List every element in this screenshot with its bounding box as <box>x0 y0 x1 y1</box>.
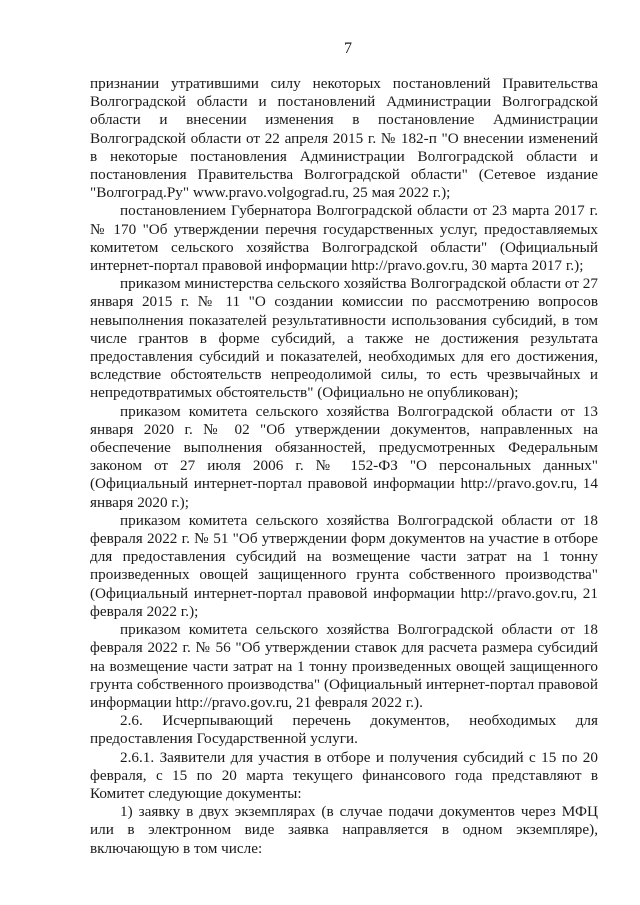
paragraph: постановлением Губернатора Волгоградской области от 23 марта 2017 г. № 170 "Об утверждении перечня государственных услуг, предоставляемых комитетом сельского хозяйства Волгоградской области" (Официальный интернет-портал правовой информации http://pravo.gov.ru, 30 марта 2017 г.); <box>90 202 598 275</box>
paragraph: признании утратившими силу некоторых постановлений Правительства Волгоградской области и постановлений Администрации Волгоградской области и внесении изменения в постановление Администрации Волгоградской области от 22 апреля 2015 г. № 182-п "О внесении изменений в некоторые постановления Администрации Волгоградской области и постановления Правительства Волгоградской области" (Сетевое издание "Волгоград.Ру" www.pravo.volgograd.ru, 25 мая 2022 г.); <box>90 75 598 202</box>
paragraph: 1) заявку в двух экземплярах (в случае подачи документов через МФЦ или в электронном виде заявка направляется в одном экземпляре), включающую в том числе: <box>90 803 598 857</box>
paragraph: приказом комитета сельского хозяйства Волгоградской области от 13 января 2020 г. № 02 "Об утверждении документов, направленных на обеспечение выполнения обязанностей, предусмотренных Федеральным законом от 27 июля 2006 г. № 152-ФЗ "О персональных данных" (Официальный интернет-портал правовой информации http://pravo.gov.ru, 14 января 2020 г.); <box>90 402 598 511</box>
paragraph: приказом министерства сельского хозяйства Волгоградской области от 27 января 2015 г. № 11 "О создании комиссии по рассмотрению вопросов невыполнения показателей результативности использования субсидий, в том числе грантов в форме субсидий, а также не достижения результата предоставления субсидий и показателей, необходимых для его достижения, вследствие обстоятельств непреодолимой силы, то есть чрезвычайных и непредотвратимых обстоятельств" (Официально не опубликован); <box>90 275 598 402</box>
page-number: 7 <box>344 40 352 57</box>
paragraph: приказом комитета сельского хозяйства Волгоградской области от 18 февраля 2022 г. № 51 "Об утверждении форм документов на участие в отборе для предоставления субсидий на возмещение части затрат на 1 тонну произведенных овощей защищенного грунта собственного производства" (Официальный интернет-портал правовой информации http://pravo.gov.ru, 21 февраля 2022 г.); <box>90 511 598 620</box>
section-heading: 2.6. Исчерпывающий перечень документов, необходимых для предоставления Государственной услуги. <box>90 712 598 748</box>
document-body <box>90 75 598 858</box>
paragraph: приказом комитета сельского хозяйства Волгоградской области от 18 февраля 2022 г. № 56 "Об утверждении ставок для расчета размера субсидий на возмещение части затрат на 1 тонну произведенных овощей защищенного грунта собственного производства" (Официальный интернет-портал правовой информации http://pravo.gov.ru, 21 февраля 2022 г.). <box>90 621 598 711</box>
paragraph: 2.6.1. Заявители для участия в отборе и получения субсидий с 15 по 20 февраля, с 15 по 20 марта текущего финансового года представляют в Комитет следующие документы: <box>90 748 598 802</box>
